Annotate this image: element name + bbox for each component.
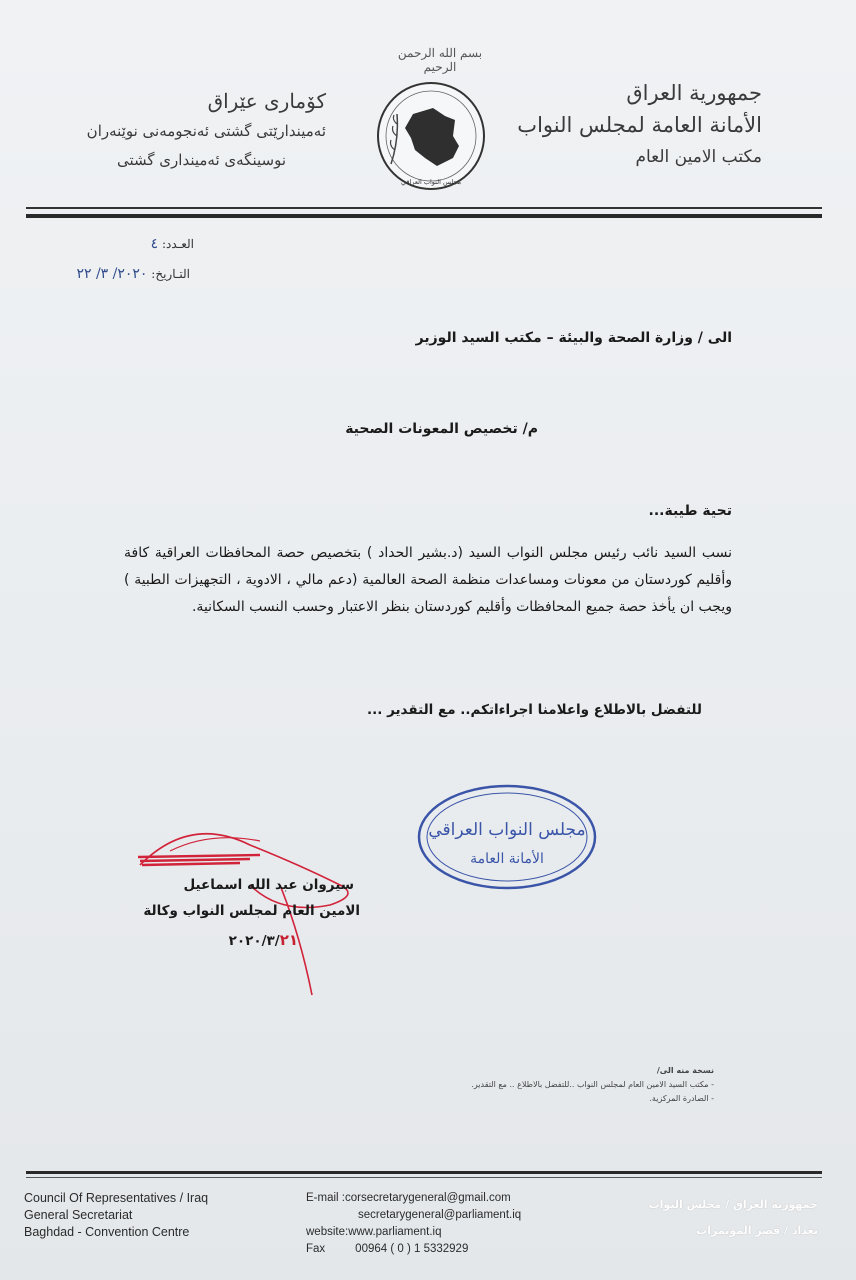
kurdish-letterhead-line-3: نوسینگەی ئەمینداری گشتی bbox=[116, 151, 286, 169]
copies-item-2: - الصادرة المركزية. bbox=[649, 1094, 714, 1103]
signature-date-day: ٢١ bbox=[279, 931, 298, 949]
stamp-top-text: مجلس النواب العراقي bbox=[428, 820, 586, 840]
footer-contact bbox=[306, 1190, 521, 1258]
signature-date-prefix: ٢٠٢٠/٣/ bbox=[228, 933, 280, 949]
emblem-caption: مجلس النواب العراقي bbox=[400, 178, 462, 186]
footer-divider bbox=[26, 1171, 822, 1174]
fax-number: 00964 ( 0 ) 1 5332929 bbox=[355, 1243, 469, 1255]
footer-english-line-1: Council Of Representatives / Iraq bbox=[24, 1191, 209, 1205]
header-divider bbox=[26, 207, 822, 209]
greeting: تحية طيبة... bbox=[648, 503, 732, 519]
footer-english-line-2: General Secretariat bbox=[24, 1208, 133, 1222]
footer-english-line-3: Baghdad - Convention Centre bbox=[24, 1225, 190, 1239]
reference-date-label: التـاريخ: bbox=[151, 267, 190, 281]
reference-date bbox=[76, 266, 190, 282]
email-address-2[interactable]: secretarygeneral@parliament.iq bbox=[358, 1209, 522, 1221]
signatory-title: الامين العام لمجلس النواب وكالة bbox=[143, 903, 360, 919]
arabic-letterhead bbox=[517, 78, 762, 172]
reference-number-label: العـدد: bbox=[162, 237, 194, 251]
recipient-line: الى / وزارة الصحة والبيئة – مكتب السيد الوزير bbox=[415, 330, 732, 346]
website-link[interactable]: www.parliament.iq bbox=[348, 1226, 442, 1238]
reference-number bbox=[151, 236, 194, 252]
stamp-bottom-text: الأمانة العامة bbox=[470, 851, 544, 867]
fax-label: Fax bbox=[306, 1243, 326, 1255]
footer-divider-thin bbox=[26, 1177, 822, 1178]
email-address-1[interactable]: corsecretarygeneral@gmail.com bbox=[344, 1192, 511, 1204]
closing-line: للتفضل بالاطلاع واعلامنا اجراءاتكم.. مع التقدير ... bbox=[367, 702, 702, 718]
copies-heading: نسخة منه الى/ bbox=[656, 1066, 714, 1075]
reference-date-value: ٢٠٢٠/ ٣/ ٢٢ bbox=[76, 266, 148, 282]
arabic-letterhead-line-3: مكتب الامين العام bbox=[635, 147, 762, 167]
footer-english-address bbox=[24, 1190, 208, 1241]
kurdish-letterhead-line-1: کۆماری عێراق bbox=[207, 89, 326, 113]
kurdish-letterhead bbox=[87, 86, 326, 174]
email-label: E-mail : bbox=[306, 1192, 345, 1204]
copies-item-1: - مكتب السيد الامين العام لمجلس النواب ..للتفضل بالاطلاع .. مع التقدير. bbox=[471, 1080, 714, 1089]
arabic-letterhead-line-2: الأمانة العامة لمجلس النواب bbox=[517, 113, 762, 137]
footer-arabic-address bbox=[649, 1192, 818, 1244]
parliament-emblem-icon bbox=[375, 80, 487, 192]
header-divider-thick bbox=[26, 214, 822, 218]
footer-arabic-line-1: جمهورية العراق / مجلس النواب bbox=[648, 1198, 818, 1211]
letter-body: نسب السيد نائب رئيس مجلس النواب السيد (د.بشير الحداد ) بتخصيص حصة المحافظات العراقية كافة وأقليم كوردستان من معونات ومساعدات منظمة الصحة العالمية (دعم مالي ، الادوية ، التجهيزات الطبية ) ويجب ان يأخذ حصة جميع المحافظات وأقليم كوردستان بنظر الاعتبار وحسب النسب السكانية. bbox=[124, 545, 732, 615]
footer-arabic-line-2: بغداد / قصر المؤتمرات bbox=[696, 1224, 818, 1237]
basmala: بسم الله الرحمن الرحيم bbox=[397, 46, 483, 74]
kurdish-letterhead-line-2: ئەمیندارێتی گشتی ئەنجومەنی نوێنەران bbox=[86, 122, 326, 140]
signatory-name: سيروان عبد الله اسماعيل bbox=[183, 877, 354, 893]
subject-line: م/ تخصيص المعونات الصحية bbox=[345, 421, 538, 437]
reference-number-value: ٤ bbox=[150, 236, 159, 252]
website-label: website: bbox=[306, 1226, 349, 1238]
signature-date bbox=[229, 931, 298, 949]
arabic-letterhead-line-1: جمهورية العراق bbox=[626, 81, 762, 105]
official-stamp-icon bbox=[416, 783, 598, 891]
